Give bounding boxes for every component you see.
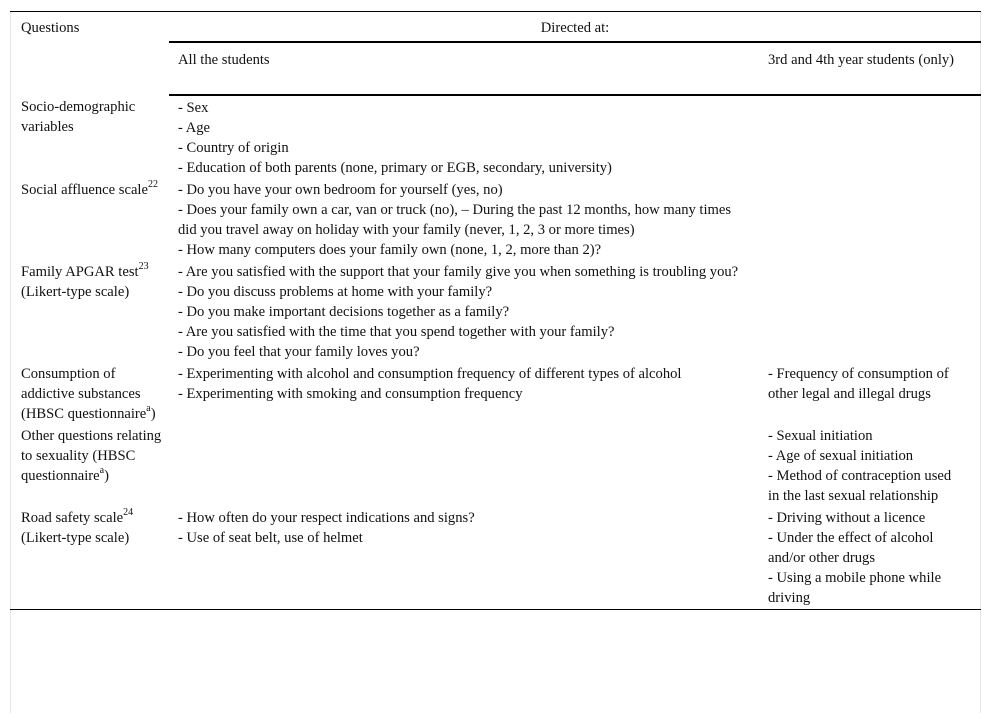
only-students-cell [759,363,981,425]
list-item: - Method of contraception used in the last sexual relationship [768,467,952,504]
reference-superscript: 23 [138,260,149,272]
list-item: - Do you feel that your family loves you? [178,343,420,360]
table-header [10,12,981,95]
list-item: - Are you satisfied with the time that you spend together with your family? [178,323,615,340]
questionnaire-table [10,11,981,610]
question-cell [10,261,169,363]
question-cell [10,95,169,179]
only-students-cell [759,95,981,179]
list-item: - Under the effect of alcohol and/or other drugs [768,529,934,566]
list-item: - Using a mobile phone while driving [768,569,942,606]
list-item: - Experimenting with alcohol and consumption frequency of different types of alcohol [178,365,682,382]
list-item: - Sex [178,99,209,116]
list-item: - Does your family own a car, van or truck (no), – During the past 12 months, how many times did you travel away on holiday with your family (never, 1, 2, 3 or more times) [178,201,732,238]
column-header-all-students: All the students [169,42,759,95]
table-row [10,507,981,610]
reference-superscript: 22 [147,178,158,190]
question-label: Road safety scale [21,509,124,526]
column-header-questions: Questions [10,12,169,95]
question-label-suffix: ) [104,467,109,484]
all-students-cell [169,425,759,507]
column-header-directed-at: Directed at: [169,12,981,42]
list-item: - Do you discuss problems at home with your family? [178,283,493,300]
list-item: - Experimenting with smoking and consumption frequency [178,385,523,402]
all-students-cell [169,507,759,610]
reference-superscript: 24 [123,506,134,518]
question-label: Social affluence scale [21,181,148,198]
list-item: - Are you satisfied with the support that your family give you when something is troubling you? [178,263,739,280]
list-item: - Frequency of consumption of other legal and illegal drugs [768,365,949,402]
question-label-suffix: (Likert-type scale) [21,529,130,546]
only-students-cell [759,507,981,610]
footnote-superscript: a [146,402,151,414]
list-item: - How many computers does your family own (none, 1, 2, more than 2)? [178,241,602,258]
list-item: - Do you make important decisions together as a family? [178,303,510,320]
all-students-cell [169,261,759,363]
list-item: - Age [178,119,211,136]
list-item: - How often do your respect indications and signs? [178,509,475,526]
question-cell [10,363,169,425]
only-students-cell [759,261,981,363]
all-students-cell [169,95,759,179]
question-label-suffix: (Likert-type scale) [21,283,130,300]
list-item: - Use of seat belt, use of helmet [178,529,363,546]
question-cell [10,507,169,610]
table-row [10,425,981,507]
question-cell [10,425,169,507]
only-students-cell [759,425,981,507]
question-label-suffix: ) [150,405,156,422]
table-row [10,363,981,425]
list-item: - Driving without a licence [768,509,926,526]
question-label: Socio-demographic variables [21,98,136,135]
table-row [10,261,981,363]
table-row [10,95,981,179]
list-item: - Do you have your own bedroom for yourself (yes, no) [178,181,503,198]
question-cell [10,179,169,261]
list-item: - Country of origin [178,139,289,156]
list-item: - Education of both parents (none, primary or EGB, secondary, university) [178,159,612,176]
only-students-cell [759,179,981,261]
list-item: - Age of sexual initiation [768,447,914,464]
list-item: - Sexual initiation [768,427,873,444]
header-row-top [10,12,981,42]
all-students-cell [169,363,759,425]
table-row [10,179,981,261]
column-header-3rd-4th-year-students: 3rd and 4th year students (only) [759,42,981,95]
question-label: Consumption of addictive substances (HBSC questionnaire [21,365,147,422]
questionnaire-table-container [10,11,981,713]
question-label: Other questions relating to sexuality (HBSC questionnaire [21,427,162,484]
footnote-superscript: a [99,464,105,476]
all-students-cell [169,179,759,261]
question-label: Family APGAR test [21,263,139,280]
